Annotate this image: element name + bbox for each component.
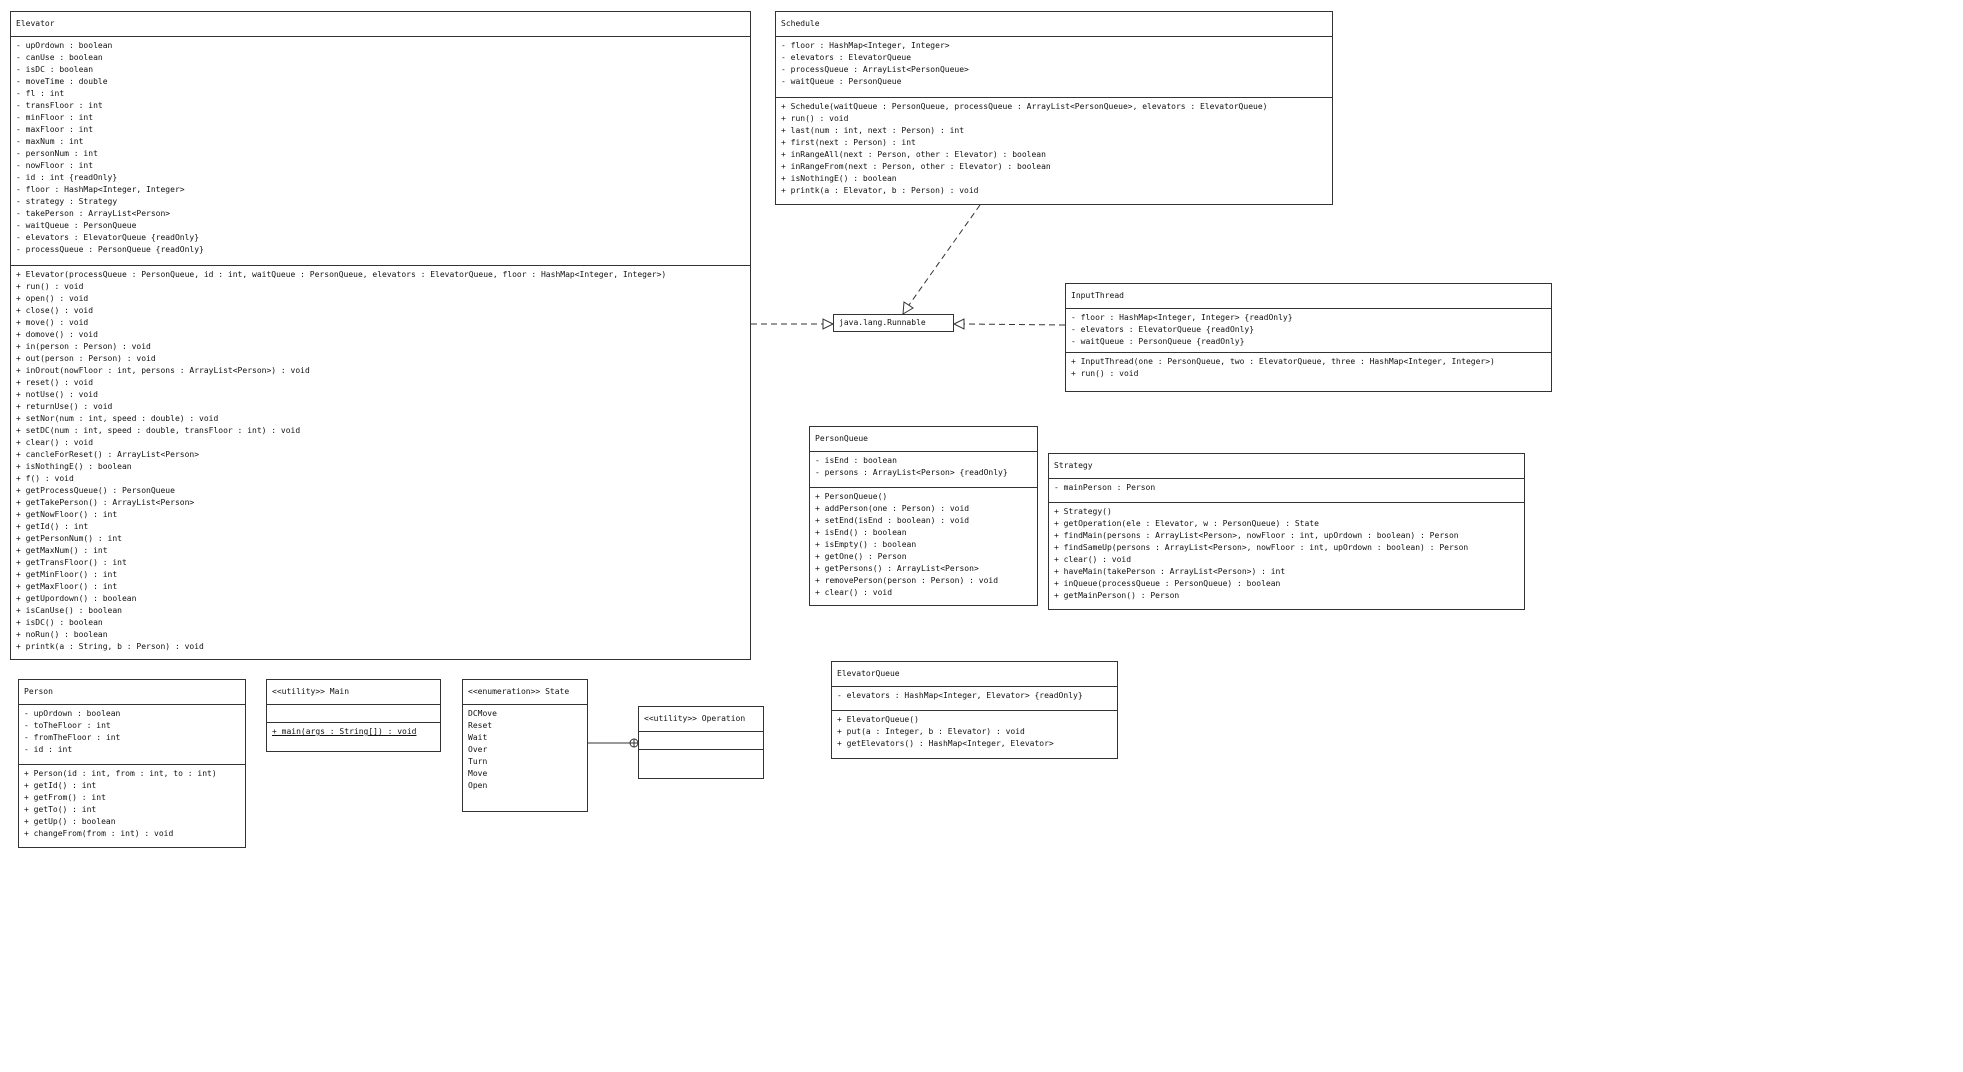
literals-line: Over [468,745,488,754]
operations-line: + Person(id : int, from : int, to : int) [24,769,217,778]
operations-line: + Schedule(waitQueue : PersonQueue, processQueue : ArrayList<PersonQueue>, elevators : ElevatorQueue) [781,102,1268,111]
attributes-compartment [11,36,750,265]
attributes-compartment [19,704,245,764]
class-name: ElevatorQueue [837,669,900,678]
operations-line: + getFrom() : int [24,793,106,802]
attributes-line: - upOrdown : boolean [16,41,113,50]
attributes-line: - transFloor : int [16,101,103,110]
operations-line: + in(person : Person) : void [16,342,151,351]
class-name: <<utility>> Operation [644,714,746,723]
attributes-line: - takePerson : ArrayList<Person> [16,209,171,218]
operations-line: + getElevators() : HashMap<Integer, Elevator> [837,739,1054,748]
class-elevator [10,11,751,660]
operations-line: + main(args : String[]) : void [272,727,417,736]
operations-line: + run() : void [16,282,84,291]
realization-schedule-runnable [909,205,980,305]
operations-line: + printk(a : Elevator, b : Person) : void [781,186,979,195]
operations-line: + haveMain(takePerson : ArrayList<Person>) : int [1054,567,1286,576]
nesting-circle-plus [630,739,638,747]
class-name: InputThread [1071,291,1124,300]
operations-line: + getUp() : boolean [24,817,116,826]
class-operation [638,706,764,779]
operations-line: + getNowFloor() : int [16,510,118,519]
operations-line: + setNor(num : int, speed : double) : void [16,414,219,423]
operations-line: + setEnd(isEnd : boolean) : void [815,516,970,525]
operations-line: + reset() : void [16,378,94,387]
attributes-compartment [1066,308,1551,352]
attributes-line: - id : int {readOnly} [16,173,118,182]
class-input-thread [1065,283,1552,392]
operations-line: + getMaxFloor() : int [16,582,118,591]
operations-line: + printk(a : String, b : Person) : void [16,642,204,651]
literals-line: DCMove [468,709,497,718]
attributes-line: - processQueue : ArrayList<PersonQueue> [781,65,969,74]
attributes-line: - waitQueue : PersonQueue [781,77,902,86]
attributes-line: - id : int [24,745,73,754]
operations-line: + addPerson(one : Person) : void [815,504,970,513]
attributes-line: - elevators : HashMap<Integer, Elevator> {readOnly} [837,691,1083,700]
literals-line: Open [468,781,488,790]
class-name: Elevator [16,19,55,28]
operations-line: + noRun() : boolean [16,630,108,639]
attributes-line: - toTheFloor : int [24,721,111,730]
attributes-compartment [832,686,1117,710]
attributes-line: - elevators : ElevatorQueue {readOnly} [16,233,200,242]
class-name: <<enumeration>> State [468,687,570,696]
attributes-line: - floor : HashMap<Integer, Integer> {readOnly} [1071,313,1293,322]
operations-line: + isNothingE() : boolean [16,462,132,471]
realization-arrowhead [903,302,913,314]
realization-arrowhead [823,319,833,329]
operations-line: + isEnd() : boolean [815,528,907,537]
operations-line: + getTo() : int [24,805,97,814]
operations-line: + getOperation(ele : Elevator, w : PersonQueue) : State [1054,519,1319,528]
attributes-line: - floor : HashMap<Integer, Integer> [781,41,950,50]
operations-line: + getOne() : Person [815,552,907,561]
attributes-line: - waitQueue : PersonQueue [16,221,137,230]
operations-line: + run() : void [1071,369,1139,378]
operations-compartment [267,722,440,741]
operations-line: + returnUse() : void [16,402,113,411]
operations-line: + clear() : void [1054,555,1132,564]
interface-name: java.lang.Runnable [839,318,926,327]
operations-line: + f() : void [16,474,74,483]
realization-inputthread-runnable [964,324,1065,325]
attributes-line: - elevators : ElevatorQueue [781,53,912,62]
operations-line: + getPersonNum() : int [16,534,122,543]
operations-line: + notUse() : void [16,390,98,399]
operations-line: + getTransFloor() : int [16,558,127,567]
operations-line: + PersonQueue() [815,492,888,501]
operations-line: + put(a : Integer, b : Elevator) : void [837,727,1025,736]
attributes-compartment [639,731,763,749]
operations-line: + inOrout(nowFloor : int, persons : ArrayList<Person>) : void [16,366,310,375]
attributes-line: - nowFloor : int [16,161,94,170]
attributes-line: - isEnd : boolean [815,456,897,465]
class-name: Strategy [1054,461,1093,470]
literals-line: Reset [468,721,493,730]
operations-line: + inRangeAll(next : Person, other : Elevator) : boolean [781,150,1046,159]
operations-line: + Strategy() [1054,507,1112,516]
operations-line: + changeFrom(from : int) : void [24,829,174,838]
operations-line: + removePerson(person : Person) : void [815,576,999,585]
operations-line: + run() : void [781,114,849,123]
operations-line: + isCanUse() : boolean [16,606,122,615]
attributes-line: - isDC : boolean [16,65,94,74]
class-name: <<utility>> Main [272,687,350,696]
operations-line: + isNothingE() : boolean [781,174,897,183]
class-name: Schedule [781,19,820,28]
operations-line: + getMinFloor() : int [16,570,118,579]
attributes-line: - waitQueue : PersonQueue {readOnly} [1071,337,1245,346]
class-schedule [775,11,1333,205]
operations-compartment [1049,502,1524,605]
operations-line: + inQueue(processQueue : PersonQueue) : boolean [1054,579,1281,588]
operations-line: + getPersons() : ArrayList<Person> [815,564,979,573]
class-name: PersonQueue [815,434,868,443]
literals-line: Wait [468,733,488,742]
operations-line: + getId() : int [24,781,97,790]
attributes-line: - persons : ArrayList<Person> {readOnly} [815,468,1008,477]
operations-compartment [19,764,245,843]
operations-line: + getUpordown() : boolean [16,594,137,603]
operations-line: + setDC(num : int, speed : double, transFloor : int) : void [16,426,301,435]
operations-line: + first(next : Person) : int [781,138,916,147]
operations-line: + getMaxNum() : int [16,546,108,555]
attributes-line: - maxFloor : int [16,125,94,134]
operations-line: + findSameUp(persons : ArrayList<Person>, nowFloor : int, upOrdown : boolean) : Person [1054,543,1469,552]
operations-line: + inRangeFrom(next : Person, other : Elevator) : boolean [781,162,1051,171]
operations-compartment [776,97,1332,200]
operations-line: + getTakePerson() : ArrayList<Person> [16,498,195,507]
class-strategy [1048,453,1525,610]
attributes-line: - personNum : int [16,149,98,158]
operations-line: + move() : void [16,318,89,327]
literals-line: Move [468,769,488,778]
class-elevator-queue [831,661,1118,759]
operations-compartment [1066,352,1551,383]
attributes-line: - elevators : ElevatorQueue {readOnly} [1071,325,1255,334]
attributes-line: - fromTheFloor : int [24,733,121,742]
attributes-compartment [1049,478,1524,502]
operations-line: + isDC() : boolean [16,618,103,627]
class-person [18,679,246,848]
operations-line: + ElevatorQueue() [837,715,919,724]
realization-arrowhead [954,319,964,329]
operations-line: + close() : void [16,306,94,315]
attributes-compartment [810,451,1037,487]
class-name: Person [24,687,53,696]
attributes-line: - strategy : Strategy [16,197,118,206]
operations-line: + clear() : void [815,588,893,597]
operations-compartment [639,749,763,778]
operations-line: + getMainPerson() : Person [1054,591,1180,600]
enum-state [462,679,588,812]
class-person-queue [809,426,1038,606]
attributes-line: - processQueue : PersonQueue {readOnly} [16,245,204,254]
operations-line: + isEmpty() : boolean [815,540,917,549]
attributes-line: - floor : HashMap<Integer, Integer> [16,185,185,194]
operations-line: + getId() : int [16,522,89,531]
attributes-line: - moveTime : double [16,77,108,86]
operations-line: + findMain(persons : ArrayList<Person>, nowFloor : int, upOrdown : boolean) : Person [1054,531,1459,540]
attributes-line: - upOrdown : boolean [24,709,121,718]
attributes-line: - fl : int [16,89,65,98]
literals-compartment [463,704,587,795]
attributes-line: - canUse : boolean [16,53,103,62]
operations-compartment [832,710,1117,753]
interface-runnable [833,314,954,332]
class-main [266,679,441,752]
attributes-compartment [776,36,1332,97]
operations-line: + out(person : Person) : void [16,354,156,363]
operations-line: + open() : void [16,294,89,303]
operations-line: + getProcessQueue() : PersonQueue [16,486,175,495]
operations-line: + InputThread(one : PersonQueue, two : ElevatorQueue, three : HashMap<Integer, Integer>) [1071,357,1495,366]
attributes-line: - minFloor : int [16,113,94,122]
operations-line: + clear() : void [16,438,94,447]
attributes-line: - mainPerson : Person [1054,483,1156,492]
operations-line: + Elevator(processQueue : PersonQueue, id : int, waitQueue : PersonQueue, elevators : ElevatorQueue, floor : HashMap<Integer, Integer>) [16,270,667,279]
operations-line: + domove() : void [16,330,98,339]
attributes-line: - maxNum : int [16,137,84,146]
attributes-compartment [267,704,440,722]
literals-line: Turn [468,757,488,766]
operations-line: + last(num : int, next : Person) : int [781,126,965,135]
operations-compartment [810,487,1037,602]
operations-compartment [11,265,750,656]
operations-line: + cancleForReset() : ArrayList<Person> [16,450,200,459]
